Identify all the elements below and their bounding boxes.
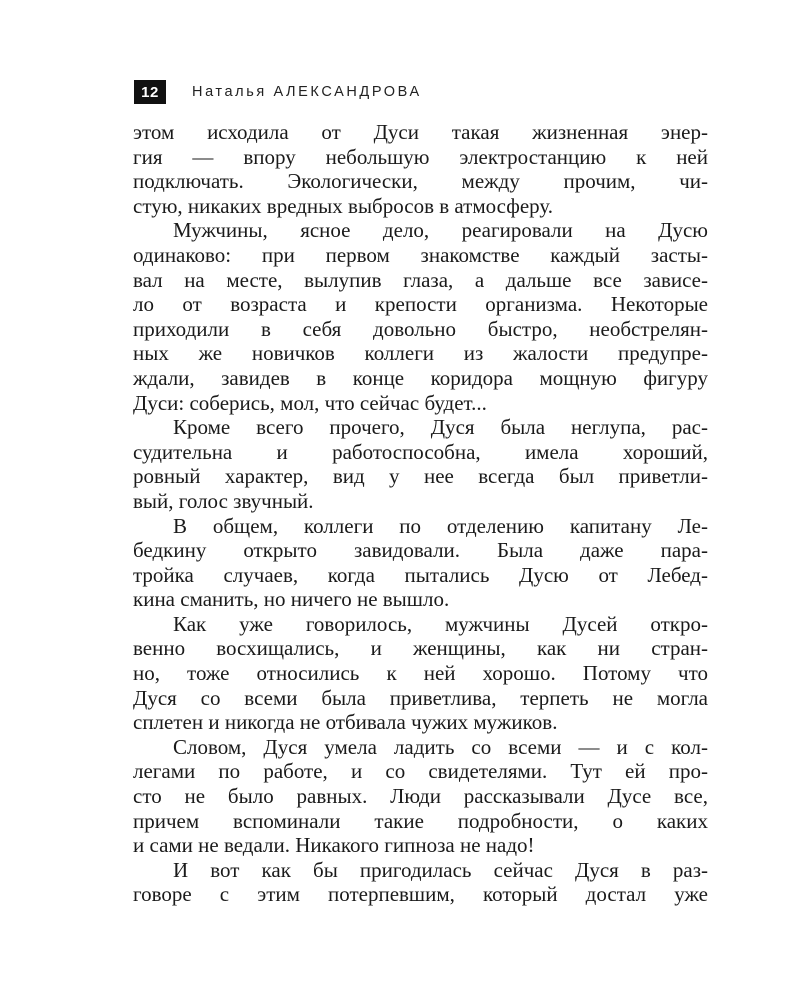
page-number: 12 (134, 80, 166, 104)
text-line: ждали, завидев в конце коридора мощную фигуру (133, 365, 708, 390)
text-line: Дуси: соберись, мол, что сейчас будет... (133, 390, 487, 415)
paragraph-first-line: Как уже говорилось, мужчины Дусей откро- (173, 611, 708, 636)
text-line: ло от возраста и крепости организма. Некоторые (133, 292, 708, 317)
paragraph-first-line: И вот как бы пригодилась сейчас Дуся в раз- (173, 857, 708, 882)
text-line: этом исходила от Дуси такая жизненная энер- (133, 120, 708, 144)
text-line: сплетен и никогда не отбивала чужих мужиков. (133, 710, 558, 735)
text-line: судительна и работоспособна, имела хороший, (133, 439, 708, 464)
text-line: причем вспоминали такие подробности, о каких (133, 808, 708, 833)
text-line: и сами не ведали. Никакого гипноза не надо! (133, 833, 535, 858)
text-line: но, тоже относились к ней хорошо. Потому что (133, 661, 708, 686)
text-line: бедкину открыто завидовали. Была даже пара- (133, 538, 708, 563)
text-line: Дуся со всеми была приветлива, терпеть не могла (133, 685, 708, 710)
paragraph-first-line: Словом, Дуся умела ладить со всеми — и с кол- (173, 734, 708, 759)
paragraph-first-line: Кроме всего прочего, Дуся была неглупа, рас- (173, 415, 708, 440)
text-line: приходили в себя довольно быстро, необстрелян- (133, 316, 708, 341)
text-line: подключать. Экологически, между прочим, чи- (133, 169, 708, 194)
text-line: ровный характер, вид у нее всегда был приветли- (133, 464, 708, 489)
text-line: одинаково: при первом знакомстве каждый засты- (133, 242, 708, 267)
text-line: говоре с этим потерпевшим, который достал уже (133, 882, 708, 907)
paragraph-first-line: Мужчины, ясное дело, реагировали на Дусю (173, 218, 708, 243)
text-line: тройка случаев, когда пытались Дусю от Лебед- (133, 562, 708, 587)
text-line: ных же новичков коллеги из жалости предупре- (133, 341, 708, 366)
text-line: гия — впору небольшую электростанцию к ней (133, 144, 708, 169)
text-line: легами по работе, и со свидетелями. Тут ей про- (133, 759, 708, 784)
page-header (134, 79, 422, 105)
text-line: вал на месте, вылупив глаза, а дальше все зависе- (133, 267, 708, 292)
text-line: вый, голос звучный. (133, 488, 314, 513)
text-line: стую, никаких вредных выбросов в атмосферу. (133, 193, 554, 218)
body-text (133, 120, 708, 907)
paragraph-first-line: В общем, коллеги по отделению капитану Ле- (173, 513, 708, 538)
text-line: кина сманить, но ничего не вышло. (133, 587, 450, 612)
text-line: венно восхищались, и женщины, как ни стран- (133, 636, 708, 661)
text-line: сто не было равных. Люди рассказывали Дусе все, (133, 784, 708, 809)
running-head: Наталья АЛЕКСАНДРОВА (192, 84, 422, 100)
